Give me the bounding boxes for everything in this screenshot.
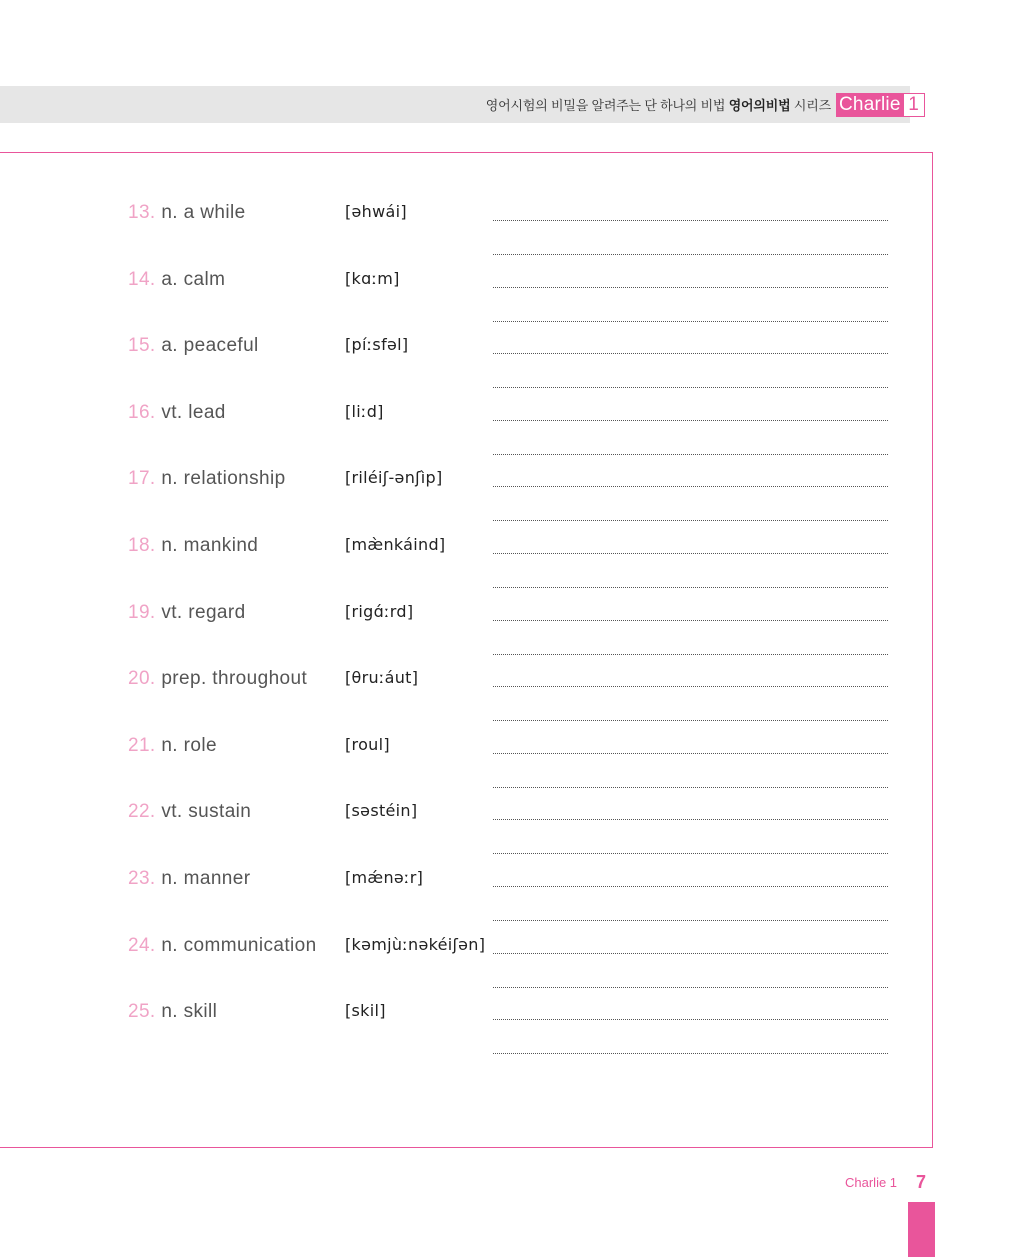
vocab-word <box>128 535 258 557</box>
writing-line <box>493 520 888 521</box>
vocab-phonetic: [əhwái] <box>345 202 407 221</box>
vocab-row <box>0 269 1020 336</box>
writing-line <box>493 353 888 354</box>
vocab-row <box>0 202 1020 269</box>
vocab-row <box>0 602 1020 669</box>
series-tagline <box>486 95 831 114</box>
vocab-row <box>0 668 1020 735</box>
vocab-number: 20. <box>128 668 156 689</box>
vocab-phonetic: [θruːáut] <box>345 668 419 687</box>
series-number: 1 <box>904 93 925 117</box>
vocab-number: 14. <box>128 269 156 290</box>
vocab-number: 23. <box>128 868 156 889</box>
vocab-word <box>128 668 307 690</box>
vocab-word <box>128 801 251 823</box>
vocab-term: a. calm <box>161 269 226 290</box>
vocab-term: n. skill <box>161 1001 218 1022</box>
writing-line <box>493 220 888 221</box>
vocab-phonetic: [səstéin] <box>345 801 418 820</box>
writing-line <box>493 753 888 754</box>
writing-line <box>493 987 888 988</box>
writing-line <box>493 1053 888 1054</box>
vocab-row <box>0 468 1020 535</box>
vocab-phonetic: [skil] <box>345 1001 386 1020</box>
vocab-phonetic: [kəmjùːnəkéiʃən] <box>345 935 486 954</box>
vocab-word <box>128 602 246 624</box>
writing-line <box>493 620 888 621</box>
writing-line <box>493 254 888 255</box>
vocab-phonetic: [riléiʃ-ənʃìp] <box>345 468 443 487</box>
vocab-row <box>0 1001 1020 1068</box>
vocab-term: n. role <box>161 735 217 756</box>
vocab-word <box>128 735 217 757</box>
page-tab <box>908 1202 935 1257</box>
vocab-row <box>0 935 1020 1002</box>
vocab-number: 24. <box>128 935 156 956</box>
tagline-end: 시리즈 <box>790 98 831 113</box>
vocab-number: 18. <box>128 535 156 556</box>
page-number: 7 <box>916 1172 927 1192</box>
writing-line <box>493 387 888 388</box>
vocab-term: a. peaceful <box>161 335 259 356</box>
vocab-phonetic: [liːd] <box>345 402 384 421</box>
vocab-phonetic: [roul] <box>345 735 390 754</box>
vocab-number: 15. <box>128 335 156 356</box>
writing-line <box>493 287 888 288</box>
tagline-text: 영어시험의 비밀을 알려주는 단 하나의 비법 <box>485 98 729 113</box>
vocab-word <box>128 468 286 490</box>
writing-line <box>493 553 888 554</box>
vocab-word <box>128 402 226 424</box>
tagline-bold: 영어의비법 <box>728 98 791 113</box>
vocab-term: prep. throughout <box>161 668 308 689</box>
writing-line <box>493 853 888 854</box>
vocab-word <box>128 269 225 291</box>
vocab-row <box>0 801 1020 868</box>
writing-line <box>493 587 888 588</box>
vocab-number: 22. <box>128 801 156 822</box>
vocab-term: n. relationship <box>161 468 286 489</box>
vocab-term: vt. lead <box>161 402 226 423</box>
series-name: Charlie <box>836 93 904 117</box>
vocab-row <box>0 402 1020 469</box>
writing-line <box>493 486 888 487</box>
vocab-row <box>0 535 1020 602</box>
vocab-phonetic: [mǽnəːr] <box>345 868 424 887</box>
vocab-row <box>0 868 1020 935</box>
writing-line <box>493 321 888 322</box>
vocab-row <box>0 735 1020 802</box>
vocab-number: 21. <box>128 735 156 756</box>
vocab-number: 16. <box>128 402 156 423</box>
vocab-number: 19. <box>128 602 156 623</box>
vocab-number: 13. <box>128 202 156 223</box>
writing-line <box>493 920 888 921</box>
vocab-word <box>128 868 250 890</box>
writing-line <box>493 819 888 820</box>
writing-line <box>493 720 888 721</box>
footer-label: Charlie 1 <box>845 1175 898 1190</box>
vocab-term: vt. sustain <box>161 801 252 822</box>
vocab-phonetic: [píːsfəl] <box>345 335 409 354</box>
vocab-term: n. a while <box>161 202 246 223</box>
vocab-term: n. communication <box>161 935 317 956</box>
writing-line <box>493 420 888 421</box>
writing-line <box>493 787 888 788</box>
vocab-phonetic: [mæ̀nkáind] <box>345 535 446 554</box>
writing-line <box>493 953 888 954</box>
writing-line <box>493 1019 888 1020</box>
vocab-word <box>128 335 259 357</box>
writing-line <box>493 454 888 455</box>
vocab-term: n. manner <box>161 868 251 889</box>
vocab-word <box>128 935 317 957</box>
writing-line <box>493 686 888 687</box>
series-logo <box>836 93 925 117</box>
vocab-number: 25. <box>128 1001 156 1022</box>
writing-line <box>493 886 888 887</box>
vocab-word <box>128 202 246 224</box>
vocab-number: 17. <box>128 468 156 489</box>
vocab-term: n. mankind <box>161 535 259 556</box>
vocab-phonetic: [rigɑ́ːrd] <box>345 602 414 621</box>
vocab-phonetic: [kɑːm] <box>345 269 400 288</box>
vocab-term: vt. regard <box>161 602 246 623</box>
vocab-row <box>0 335 1020 402</box>
writing-line <box>493 654 888 655</box>
vocab-word <box>128 1001 217 1023</box>
